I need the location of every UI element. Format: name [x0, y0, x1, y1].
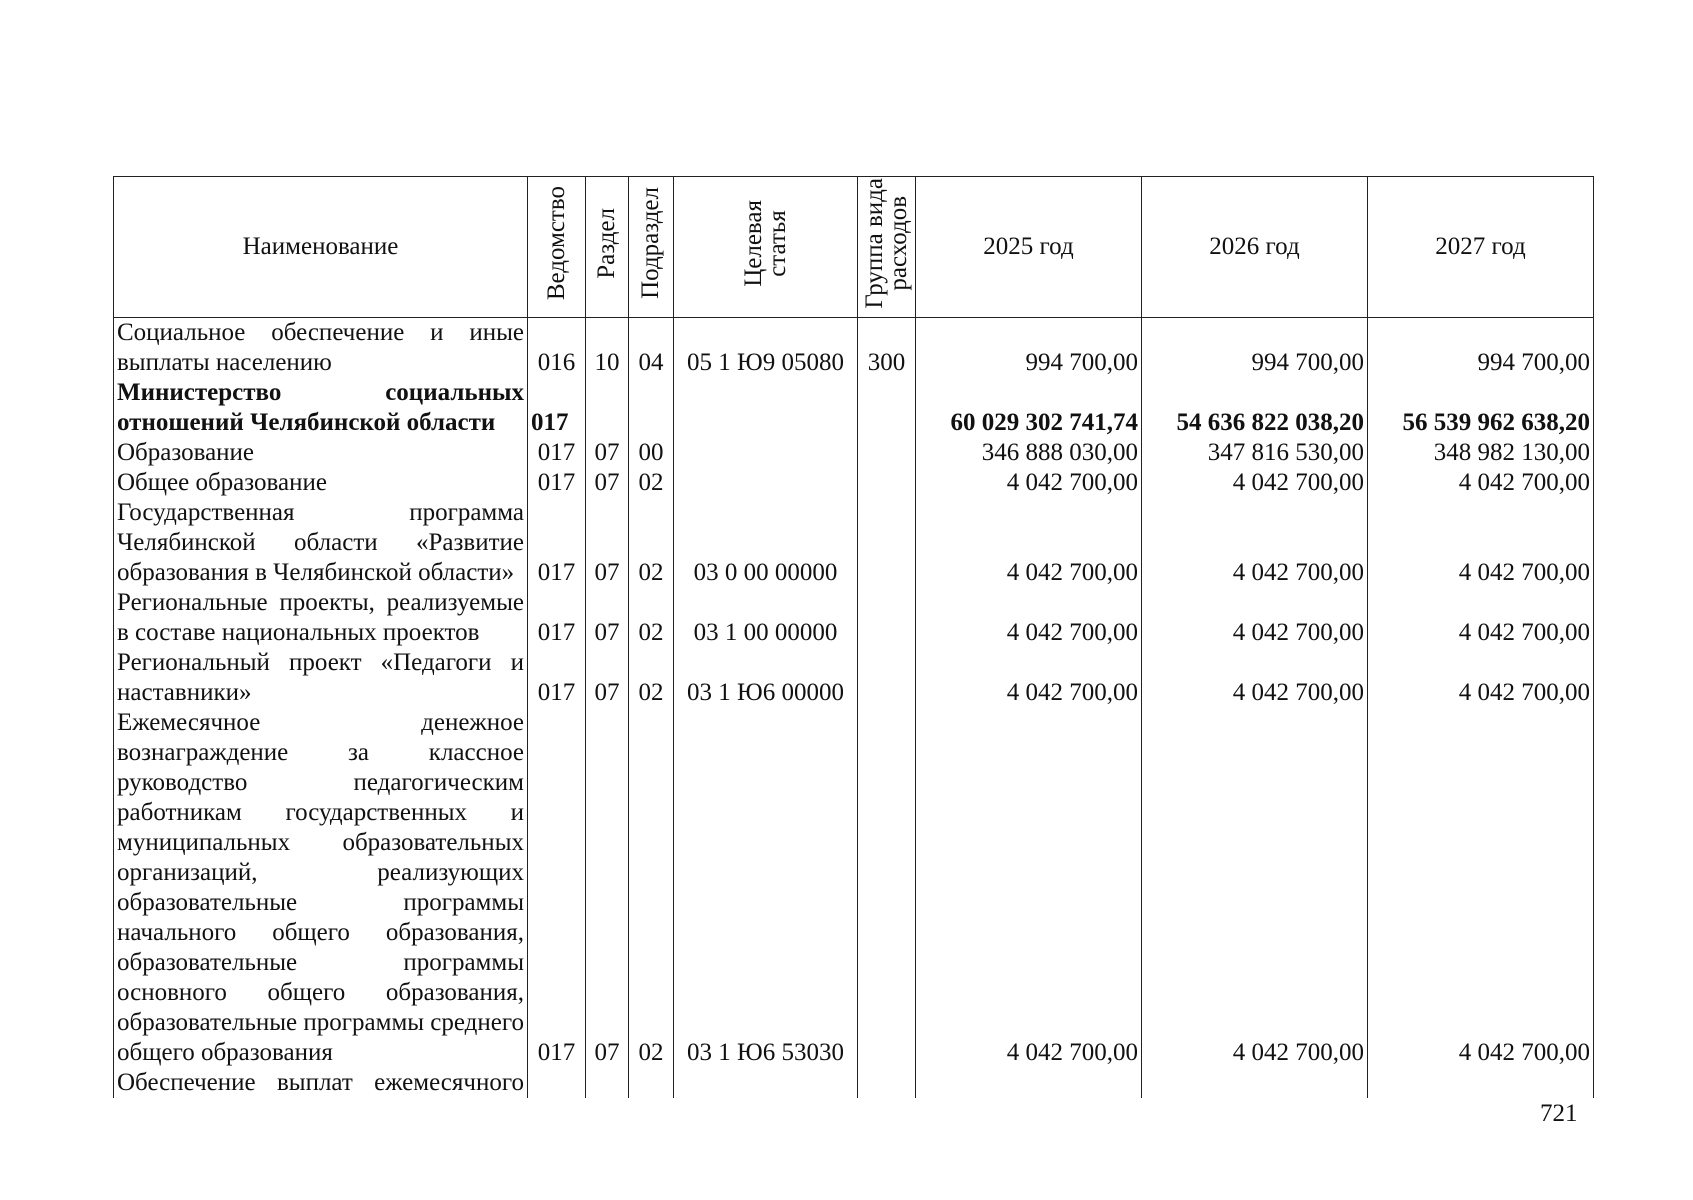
row-dept: 017 [528, 438, 586, 468]
row-subsection [629, 1068, 674, 1098]
row-dept: 017 [528, 498, 586, 588]
header-target: Целевая статья [674, 177, 858, 318]
row-2026: 4 042 700,00 [1142, 648, 1368, 708]
row-2027: 56 539 962 638,20 [1368, 378, 1594, 438]
header-year-2025: 2025 год [916, 177, 1142, 318]
row-2025: 346 888 030,00 [916, 438, 1142, 468]
row-2025: 4 042 700,00 [916, 648, 1142, 708]
header-section: Раздел [586, 177, 629, 318]
row-name: Общее образование [114, 468, 528, 498]
row-2025: 4 042 700,00 [916, 498, 1142, 588]
row-subsection: 02 [629, 708, 674, 1068]
table-row-continued [114, 1068, 1594, 1098]
row-target: 03 1 Ю6 00000 [674, 648, 858, 708]
row-2027 [1368, 1068, 1594, 1098]
budget-table-sheet [113, 176, 1593, 1098]
row-name: Ежемесячное денежное вознаграждение за классное руководство педагогическим работникам государственных и муниципальных образовательных организаций, реализующих образовательные программы начального общего образования, образовательные программы основного общего образования, образовательные программы среднего общего образования [114, 708, 528, 1068]
row-2027: 4 042 700,00 [1368, 708, 1594, 1068]
row-2027: 4 042 700,00 [1368, 468, 1594, 498]
row-2027: 994 700,00 [1368, 318, 1594, 379]
row-2027: 348 982 130,00 [1368, 438, 1594, 468]
row-2026 [1142, 1068, 1368, 1098]
row-name: Образование [114, 438, 528, 468]
row-group [858, 378, 916, 438]
row-2025: 4 042 700,00 [916, 588, 1142, 648]
row-2026: 347 816 530,00 [1142, 438, 1368, 468]
row-2025 [916, 1068, 1142, 1098]
row-2027: 4 042 700,00 [1368, 498, 1594, 588]
row-2025: 4 042 700,00 [916, 708, 1142, 1068]
row-dept [528, 1068, 586, 1098]
row-dept: 017 [528, 648, 586, 708]
row-section: 07 [586, 498, 629, 588]
budget-table [113, 176, 1594, 1098]
row-dept: 017 [528, 378, 586, 438]
row-target: 05 1 Ю9 05080 [674, 318, 858, 379]
row-name: Обеспечение выплат ежемесячного [114, 1068, 528, 1098]
table-row-ministry-total [114, 378, 1594, 438]
row-target [674, 1068, 858, 1098]
row-group [858, 468, 916, 498]
row-target [674, 378, 858, 438]
row-section: 07 [586, 588, 629, 648]
row-subsection: 02 [629, 588, 674, 648]
row-dept: 017 [528, 588, 586, 648]
row-section: 10 [586, 318, 629, 379]
row-target [674, 438, 858, 468]
row-section: 07 [586, 708, 629, 1068]
row-section [586, 378, 629, 438]
row-target: 03 1 Ю6 53030 [674, 708, 858, 1068]
row-subsection: 02 [629, 648, 674, 708]
table-row [114, 318, 1594, 379]
row-target: 03 0 00 00000 [674, 498, 858, 588]
row-name: Региональный проект «Педагоги и наставники» [114, 648, 528, 708]
row-2027: 4 042 700,00 [1368, 588, 1594, 648]
row-target [674, 468, 858, 498]
row-name: Министерство социальных отношений Челябинской области [114, 378, 528, 438]
table-row [114, 498, 1594, 588]
header-dept: Ведомство [528, 177, 586, 318]
row-dept: 017 [528, 708, 586, 1068]
row-2026: 994 700,00 [1142, 318, 1368, 379]
table-row [114, 468, 1594, 498]
row-dept: 017 [528, 468, 586, 498]
row-2025: 994 700,00 [916, 318, 1142, 379]
row-2026: 4 042 700,00 [1142, 708, 1368, 1068]
row-dept: 016 [528, 318, 586, 379]
table-row [114, 648, 1594, 708]
row-name: Региональные проекты, реализуемые в составе национальных проектов [114, 588, 528, 648]
row-name: Социальное обеспечение и иные выплаты населению [114, 318, 528, 379]
row-2026: 4 042 700,00 [1142, 468, 1368, 498]
row-target: 03 1 00 00000 [674, 588, 858, 648]
header-year-2026: 2026 год [1142, 177, 1368, 318]
header-name: Наименование [114, 177, 528, 318]
row-subsection: 02 [629, 468, 674, 498]
table-row [114, 438, 1594, 468]
row-section: 07 [586, 468, 629, 498]
row-2026: 54 636 822 038,20 [1142, 378, 1368, 438]
row-2026: 4 042 700,00 [1142, 498, 1368, 588]
table-row [114, 708, 1594, 1068]
row-2025: 4 042 700,00 [916, 468, 1142, 498]
row-subsection: 00 [629, 438, 674, 468]
header-subsection: Подраздел [629, 177, 674, 318]
table-row [114, 588, 1594, 648]
row-section: 07 [586, 438, 629, 468]
row-2027: 4 042 700,00 [1368, 648, 1594, 708]
row-group [858, 648, 916, 708]
header-year-2027: 2027 год [1368, 177, 1594, 318]
row-group [858, 438, 916, 468]
row-group [858, 708, 916, 1068]
row-group [858, 1068, 916, 1098]
row-2026: 4 042 700,00 [1142, 588, 1368, 648]
row-subsection [629, 378, 674, 438]
header-expense-group: Группа вида расходов [858, 177, 916, 318]
row-group [858, 498, 916, 588]
row-name: Государственная программа Челябинской области «Развитие образования в Челябинской области» [114, 498, 528, 588]
row-subsection: 04 [629, 318, 674, 379]
page-number: 721 [1540, 1100, 1578, 1127]
row-group [858, 588, 916, 648]
table-header-row [114, 177, 1594, 318]
row-2025: 60 029 302 741,74 [916, 378, 1142, 438]
row-subsection: 02 [629, 498, 674, 588]
row-section [586, 1068, 629, 1098]
row-section: 07 [586, 648, 629, 708]
row-group: 300 [858, 318, 916, 379]
